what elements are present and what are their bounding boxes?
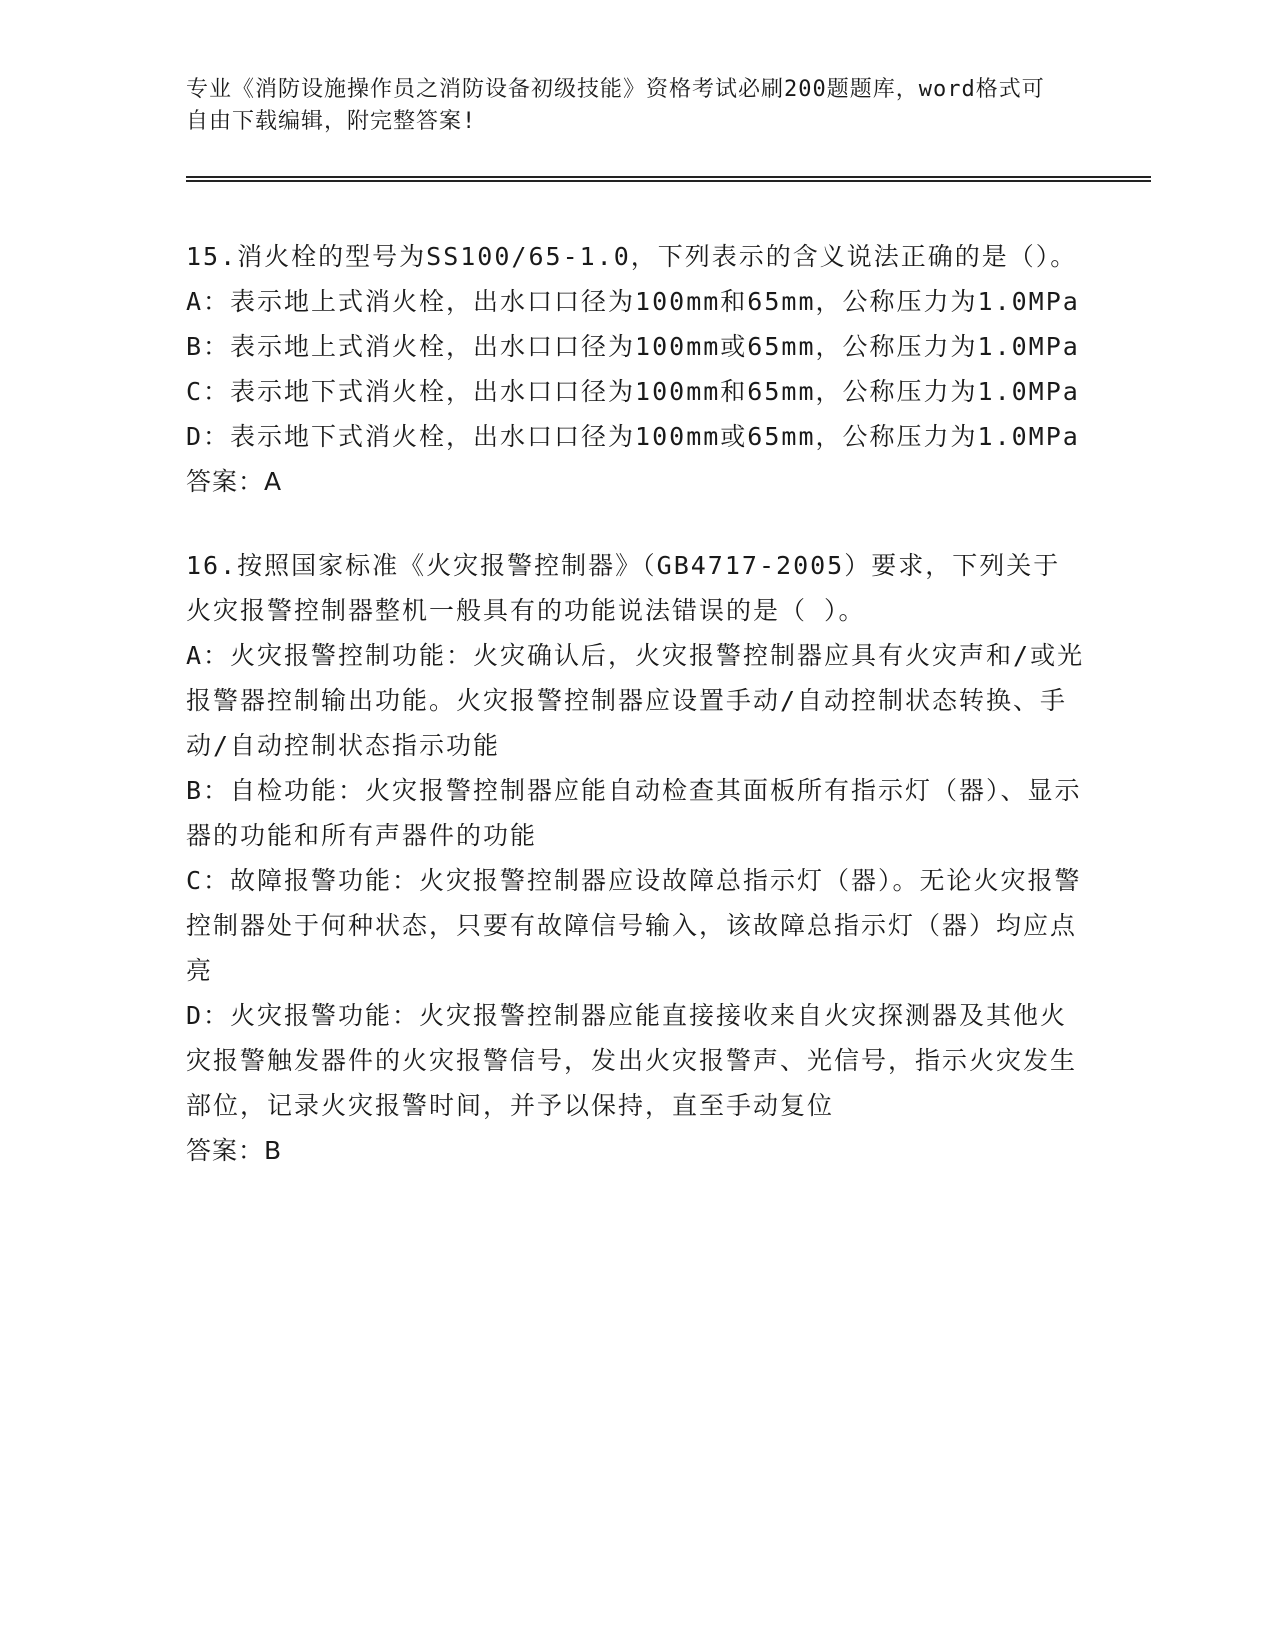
option-a: A：表示地上式消火栓，出水口口径为100mm和65mm，公称压力为1.0MPa [186,287,1080,316]
header-divider [186,176,1151,182]
question-stem: 16.按照国家标准《火灾报警控制器》（GB4717-2005）要求，下列关于火灾报警控制器整机一般具有的功能说法错误的是（ ）。 [186,551,1061,625]
option-c: C：表示地下式消火栓，出水口口径为100mm和65mm，公称压力为1.0MPa [186,377,1080,406]
question-list [186,234,1086,1212]
question-15 [186,234,1086,504]
answer: 答案：B [186,1136,283,1165]
question-stem: 15.消火栓的型号为SS100/65-1.0，下列表示的含义说法正确的是（）。 [186,242,1078,271]
answer: 答案：A [186,467,283,496]
option-b: B：自检功能：火灾报警控制器应能自动检查其面板所有指示灯（器）、显示器的功能和所有声器件的功能 [186,776,1082,850]
question-16 [186,543,1086,1173]
option-d: D：火灾报警功能：火灾报警控制器应能直接接收来自火灾探测器及其他火灾报警触发器件的火灾报警信号，发出火灾报警声、光信号，指示火灾发生部位，记录火灾报警时间，并予以保持，直至手动复位 [186,1001,1078,1120]
option-c: C：故障报警功能：火灾报警控制器应设故障总指示灯（器）。无论火灾报警控制器处于何种状态，只要有故障信号输入，该故障总指示灯（器）均应点亮 [186,866,1082,985]
option-a: A：火灾报警控制功能：火灾确认后，火灾报警控制器应具有火灾声和/或光报警器控制输出功能。火灾报警控制器应设置手动/自动控制状态转换、手动/自动控制状态指示功能 [186,641,1085,760]
option-d: D：表示地下式消火栓，出水口口径为100mm或65mm，公称压力为1.0MPa [186,422,1080,451]
option-b: B：表示地上式消火栓，出水口口径为100mm或65mm，公称压力为1.0MPa [186,332,1080,361]
document-header: 专业《消防设施操作员之消防设备初级技能》资格考试必刷200题题库，word格式可自由下载编辑，附完整答案! [186,77,1045,134]
